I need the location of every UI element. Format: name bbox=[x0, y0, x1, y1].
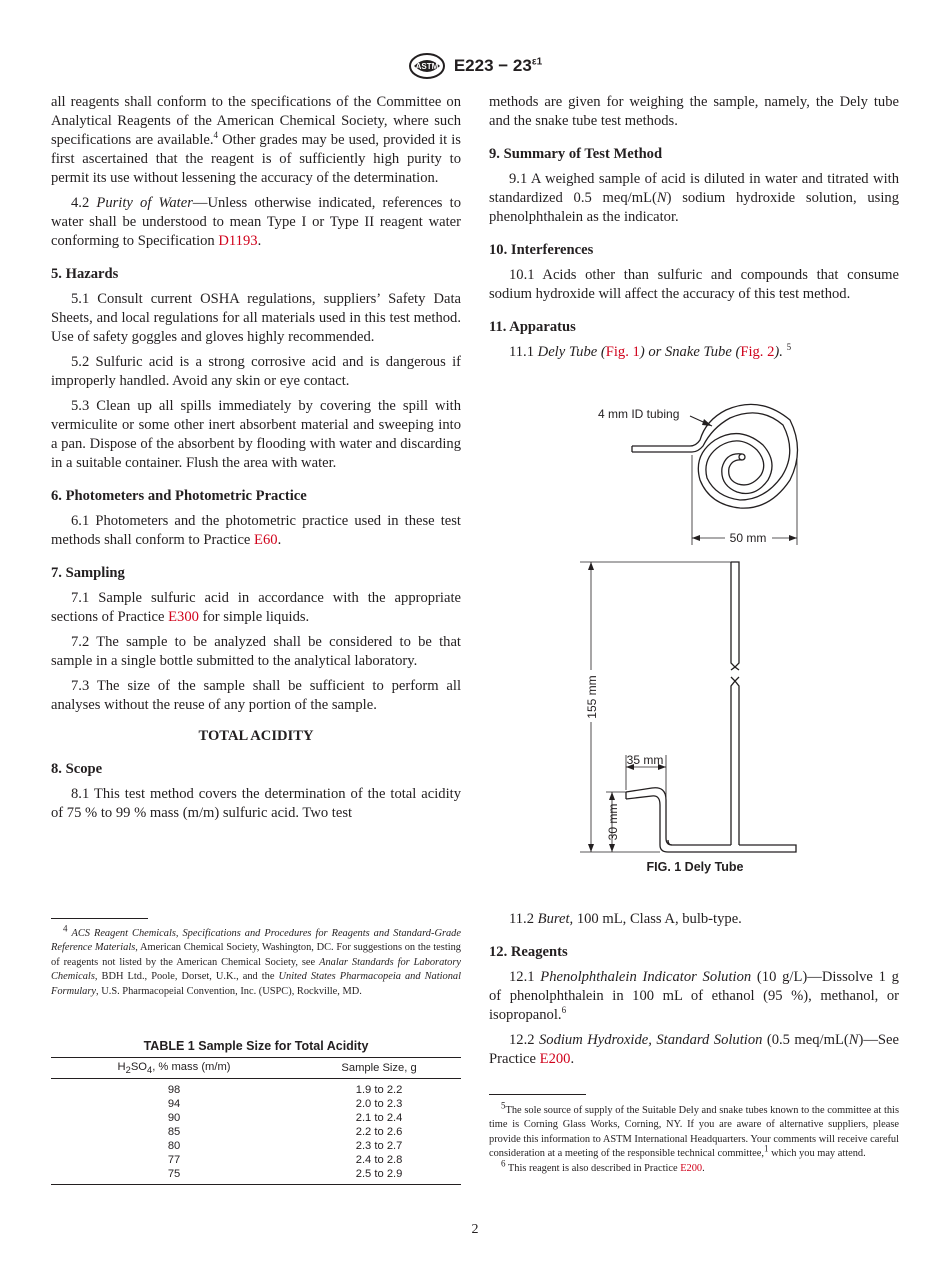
paragraph-7-1: 7.1 Sample sulfuric acid in accordance with the appropriate sections of Practice E300 for simple liquids. bbox=[51, 590, 461, 625]
heading-sampling: 7. Sampling bbox=[51, 565, 125, 581]
link-fig-2[interactable]: Fig. 2 bbox=[740, 344, 775, 360]
paragraph-11-2: 11.2 Buret, 100 mL, Class A, bulb-type. bbox=[509, 911, 742, 927]
paragraph-5-3: 5.3 Clean up all spills immediately by covering the spill with vermiculite or some other inert absorbent material and sweeping into a pan. Dispose of the absorbent by flooding with water and discarding in a suitable container. Flush the area with water. bbox=[51, 398, 461, 471]
label-30-mm: 30 mm bbox=[606, 803, 620, 841]
astm-logo-icon bbox=[408, 52, 446, 80]
label-tubing: 4 mm ID tubing bbox=[598, 407, 680, 421]
right-column-top bbox=[489, 93, 899, 368]
link-e60[interactable]: E60 bbox=[254, 532, 278, 548]
paragraph-11-1: 11.1 Dely Tube (Fig. 1) or Snake Tube (Fig. 2). $^5$ bbox=[509, 342, 792, 360]
paragraph-12-2: 12.2 Sodium Hydroxide, Standard Solution (0.5 meq/mL(N)—See Practice E200. bbox=[489, 1032, 899, 1067]
table-row: 98 1.9 to 2.2 bbox=[167, 1084, 403, 1097]
paragraph-6-1: 6.1 Photometers and the photometric practice used in these test methods shall conform to Practice E60. bbox=[51, 513, 461, 548]
link-e200-footnote[interactable]: E200 bbox=[680, 1162, 703, 1174]
paragraph-7-2: 7.2 The sample to be analyzed shall be considered to be that sample in a single bottle submitted to the analytical laboratory. bbox=[51, 634, 461, 669]
table-row: 80 2.3 to 2.7 bbox=[167, 1140, 403, 1153]
footnote-6: $^6$ This reagent is also described in Practice E200. bbox=[501, 1158, 705, 1174]
heading-hazards: 5. Hazards bbox=[51, 266, 119, 282]
table-row: 90 2.1 to 2.4 bbox=[167, 1112, 403, 1125]
table-1 bbox=[51, 1057, 461, 1185]
table-header-size: Sample Size, g bbox=[297, 1058, 461, 1079]
heading-reagents: 12. Reagents bbox=[489, 944, 568, 960]
page-number: 2 bbox=[471, 1222, 479, 1237]
label-50-mm: 50 mm bbox=[729, 531, 767, 545]
heading-photometers: 6. Photometers and Photometric Practice bbox=[51, 488, 307, 504]
paragraph-10-1: 10.1 Acids other than sulfuric and compounds that consume sodium hydroxide will affect the accuracy of this test method. bbox=[489, 267, 899, 302]
footnotes-right bbox=[489, 1100, 899, 1176]
svg-text:ASTM: ASTM bbox=[415, 62, 439, 71]
link-d1193[interactable]: D1193 bbox=[218, 233, 258, 249]
heading-summary: 9. Summary of Test Method bbox=[489, 146, 663, 162]
table-header-mass: $H_2SO_4$, % mass (m/m) bbox=[51, 1058, 297, 1079]
link-e200[interactable]: E200 bbox=[539, 1051, 571, 1067]
footnote-rule-left bbox=[51, 918, 148, 919]
paragraph-5-1: 5.1 Consult current OSHA regulations, suppliers’ Safety Data Sheets, and local regulations for all materials used in this test method. Use of safety goggles and gloves highly recommended. bbox=[51, 291, 461, 345]
link-fig-1[interactable]: Fig. 1 bbox=[605, 344, 640, 360]
paragraph-8-1: 8.1 This test method covers the determination of the total acidity of 75 % to 99 % mass (m/m) sulfuric acid. Two test bbox=[51, 786, 461, 821]
table-row: 77 2.4 to 2.8 bbox=[167, 1154, 403, 1167]
heading-interferences: 10. Interferences bbox=[489, 242, 594, 258]
label-35-mm: 35 mm bbox=[626, 753, 664, 767]
table-row: 75 2.5 to 2.9 bbox=[51, 1167, 461, 1185]
table-row: 85 2.2 to 2.6 bbox=[167, 1126, 403, 1139]
paragraph-5-2: 5.2 Sulfuric acid is a strong corrosive acid and is dangerous if improperly handled. Avoid any skin or eye contact. bbox=[51, 354, 461, 389]
figure-1-dely-tube bbox=[570, 395, 820, 857]
paragraph-9-1: 9.1 A weighed sample of acid is diluted in water and titrated with standardized 0.5 meq/mL(N) sodium hydroxide solution, using phenolphthalein as the indicator. bbox=[489, 171, 899, 225]
link-e300[interactable]: E300 bbox=[168, 609, 199, 625]
paragraph-7-3: 7.3 The size of the sample shall be sufficient to perform all analyses without the reuse of any portion of the sample. bbox=[51, 678, 461, 713]
table-1-title: TABLE 1 Sample Size for Total Acidity bbox=[143, 1039, 369, 1053]
table-row: 94 2.0 to 2.3 bbox=[167, 1098, 403, 1111]
right-column-bottom bbox=[489, 910, 899, 1075]
footnote-rule-right bbox=[489, 1094, 586, 1095]
paragraph-8-1-continued: methods are given for weighing the sample, namely, the Dely tube and the snake tube test methods. bbox=[489, 94, 899, 129]
heading-apparatus: 11. Apparatus bbox=[489, 319, 576, 335]
footnote-5: $^5$The sole source of supply of the Suitable Dely and snake tubes known to the committee at this time is Corning Glass Works, Corning, NY. If you are aware of alternative suppliers, please provide this information to ASTM International Headquarters. Your comments will receive careful consideration at a meeting of the responsible technical committee,$^1$ which you may attend. bbox=[489, 1100, 899, 1160]
left-column bbox=[51, 93, 461, 829]
page-header bbox=[0, 52, 950, 80]
figure-1-caption: FIG. 1 Dely Tube bbox=[646, 860, 744, 874]
paragraph-4-1-continued: all reagents shall conform to the specifications of the Committee on Analytical Reagents of the American Chemical Society, where such specifications are available.$^4$ Other grades may be used, provided it is first ascertained that the reagent is of sufficiently high purity to permit its use without lessening the accuracy of the determination. bbox=[51, 94, 461, 186]
heading-scope: 8. Scope bbox=[51, 761, 103, 777]
label-155-mm: 155 mm bbox=[585, 675, 599, 719]
paragraph-12-1: 12.1 Phenolphthalein Indicator Solution (10 g/L)—Dissolve 1 g of phenolphthalein in 100 mL of ethanol (95 %), methanol, or isopropanol.$^6$ bbox=[489, 969, 899, 1023]
heading-total-acidity: TOTAL ACIDITY bbox=[198, 728, 314, 744]
standard-designation: $E223 - 23^{\varepsilon 1}$ bbox=[453, 56, 543, 75]
paragraph-4-2: 4.2 Purity of Water—Unless otherwise indicated, references to water shall be understood to mean Type I or Type II reagent water conforming to Specification D1193. bbox=[51, 195, 461, 249]
footnote-4: $^4$ ACS Reagent Chemicals, Specifications and Procedures for Reagents and Standard-Grade Reference Materials, American Chemical Society, Washington, DC. For suggestions on the testing of reagents not listed by the American Chemical Society, see Analar Standards for Laboratory Chemicals, BDH Ltd., Poole, Dorset, U.K., and the United States Pharmacopeia and National Formulary, U.S. Pharmacopeial Convention, Inc. (USPC), Rockville, MD. bbox=[51, 923, 461, 997]
